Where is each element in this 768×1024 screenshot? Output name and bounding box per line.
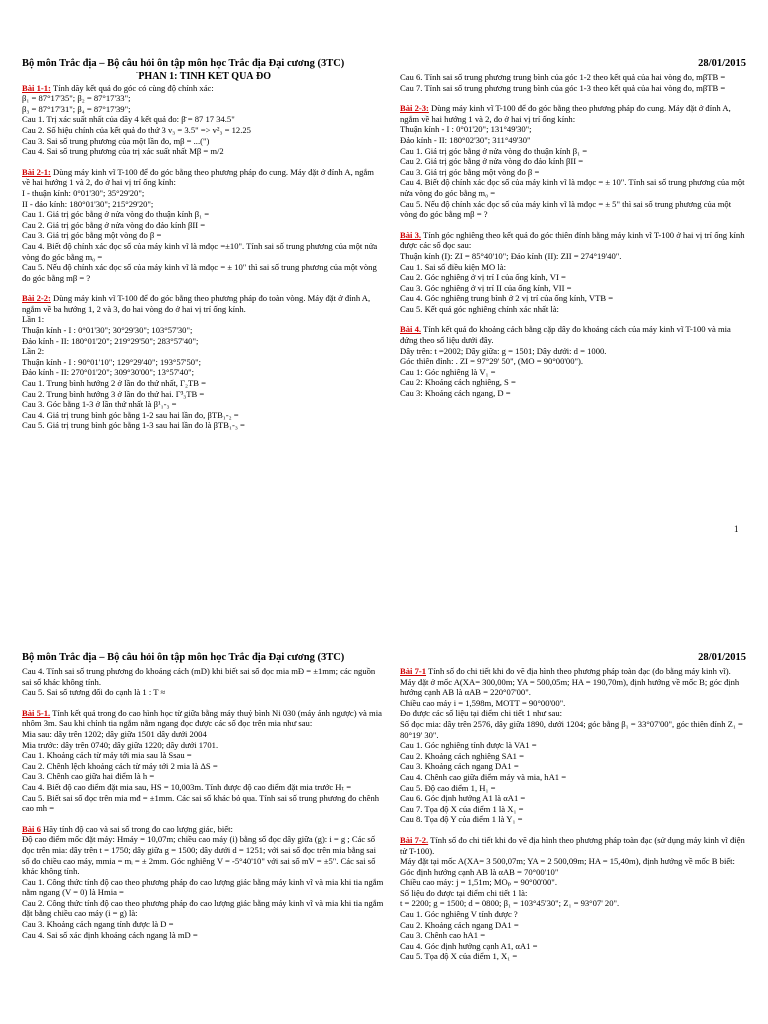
spacer [400,220,746,230]
spacer [400,825,746,835]
exercise-label: Bài 6 [22,823,41,834]
exercise-heading [400,835,746,856]
text-line: Cau 6. Góc định hướng A1 là αA1 = [400,793,526,804]
exercise-label: Bài 5-1. [22,707,51,718]
text-line: Cau 2. Khoảng cách nghiêng SA1 = [400,750,524,761]
text-line: β₁ = 87°17'35"; β₂ = 87°17'33"; [22,93,131,104]
text-line: Cau 3. Chênh cao hA1 = [400,930,486,941]
text-line: Cau 6. Tính sai số trung phương trung bình của góc 1-2 theo kết quả của hai vòng đo, mβTB = [400,72,726,82]
exercise-text: Tính số đo chi tiết khi đo vẽ địa hình theo phương pháp toàn đạc (đo bằng máy kinh vĩ). [426,666,731,676]
text-line: Số đọc mia: dây trên 2576, dây giữa 1890, dưới 1204; góc bằng β₁ = 33°07'00", góc thiên đỉnh Z₁ = 80°19' 30". [400,718,743,740]
text-line: Cau 2. Khoảng cách ngang DA1 = [400,919,519,930]
text-line: Thuận kính (I): ZI = 85°40'10"; Đảo kính (II): ZII = 274°19'40". [400,250,622,261]
header-title: Bộ môn Trắc địa – Bộ câu hỏi ôn tập môn học Trắc địa Đại cương (3TC) [22,58,345,69]
spacer [22,283,384,293]
text-line: Cau 1. Góc nghiêng V tính được ? [400,909,518,920]
text-line: Cau 4. Góc nghiêng trung bình ở 2 vị trí của ống kính, VTB = [400,293,614,304]
text-line: Góc định hướng cạnh AB là αAB = 70°00'10" [400,866,559,877]
text-line: Cau 2. Công thức tính độ cao theo phương pháp đo cao lượng giác bằng máy kinh vĩ và mia khi tia ngắm đặt bằng chiều cao máy (i = g) là: [22,897,384,919]
text-line: Cau 5. Biết sai số đọc trên mia mđ = ±1mm. Các sai số khác bỏ qua. Tính sai số trung phương đo chênh cao mh = [22,792,380,814]
text-line: Cau 4. Biết độ cao điểm đặt mia sau, HS = 10,003m. Tính được độ cao điểm đặt mia trước Hₜ = [22,781,352,792]
text-line: Cau 3. Khoảng cách ngang tính được là D = [22,919,174,930]
text-line: Thuận kính - I : 0°01'30"; 30°29'30"; 103°57'30"; [22,325,193,336]
text-line: Cau 7. Tọa độ X của điểm 1 là X₁ = [400,803,524,814]
text-line: Cau 4. Chênh cao giữa điểm máy và mia, hA1 = [400,771,567,782]
text-line: Cau 1. Giá trị góc bằng ở nửa vòng đo thuận kính β₁ = [22,209,210,220]
text-line: Cau 2. Giá trị góc bằng ở nửa vòng đo đảo kính βII = [22,219,206,230]
header-date: 28/01/2015 [698,58,746,69]
exercise-label: Bài 7-1 [400,666,427,676]
text-line: Chiều cao máy i = 1,598m, MOTT = 90°00'00". [400,697,566,708]
exercise-label: Bài 3. [400,229,422,240]
exercise-text: Tính dãy kết quả đo góc có cùng độ chính xác: [50,82,214,93]
exercise-label: Bài 1-1: [22,82,51,93]
left-column [22,72,384,431]
text-line: Cau 1. Trị xác suất nhất của dãy 4 kết quả đo: β̄ = 87 17 34.5" [22,114,235,125]
text-line: Số liệu đo được tại điểm chi tiết 1 là: [400,887,528,898]
text-line: Cau 1. Công thức tính độ cao theo phương pháp đo cao lượng giác bằng máy kinh vĩ và mia khi tia ngắm nằm ngang (V = 0) là Hmia = [22,876,384,898]
exercise-label: Bài 4. [400,324,422,335]
text-line: Cau 5. Nếu độ chính xác đọc số của máy kinh vĩ là mđọc = ± 10" thì sai số trung phương của một vòng đo góc bằng mβ = ? [22,262,377,283]
spacer [22,814,384,824]
text-line: Cau 2. Góc nghiêng ở vị trí I của ống kính, VI = [400,272,566,283]
text-line: Cau 3. Sai số trung phương của một lần đo, mβ = ...(") [22,135,210,146]
text-line: Cau 2: Khoảng cách nghiêng, S = [400,377,516,388]
exercise-heading [22,824,384,835]
text-line: Cau 5. Sai số tương đối đo cạnh là 1 : T ≈ [22,687,166,698]
exercise-heading [22,708,384,729]
text-line: Cau 3. Góc nghiêng ở vị trí II của ống kính, VII = [400,282,572,293]
text-line: Thuận kính - I : 90°01'10"; 129°29'40"; 193°57'50"; [22,356,201,367]
exercise-heading [400,103,746,124]
page-gap [0,560,768,640]
text-line: Cau 1. Giá trị góc bằng ở nửa vòng đo thuận kính β₁ = [400,145,588,156]
text-line: Đảo kính - II: 180°01'20"; 219°29'50"; 283°57'40"; [22,335,199,346]
exercise-text: Dùng máy kinh vĩ T-100 để đo góc bằng theo phương pháp đo toàn vòng. Máy đặt ở đỉnh A, ngắm về ba hướng 1, 2 và 3, đo hai vòng đo ở hai vị trí ống kính. [22,293,371,314]
text-line: Máy đặt tại mốc A(XA= 3 500,07m; YA = 2 500,09m; HA = 15,40m), định hướng về mốc B biết: [400,856,735,867]
header-date: 28/01/2015 [698,652,746,663]
right-column [400,666,746,962]
page-header [22,58,746,72]
page-header [22,652,746,666]
exercise-heading [400,230,746,251]
spacer [22,698,384,708]
page-2 [0,640,768,1024]
text-line: Thuận kính - I : 0°01'20"; 131°49'30"; [400,124,532,135]
exercise-label: Bài 2-1: [22,166,51,177]
text-line: Góc thiên đỉnh: . ZI = 97°29' 50", (MO = 90°00'00"). [400,356,584,367]
exercise-heading [400,666,746,677]
text-line: Cau 2. Giá trị góc bằng ở nửa vòng đo đảo kính βII = [400,156,584,167]
exercise-text: Tính kết quả đo khoảng cách bằng cặp dây đo khoảng cách của máy kinh vĩ T-100 và mia đứng theo số liệu dưới đây. [400,324,731,346]
text-line: Cau 4. Góc định hướng cạnh A1, αA1 = [400,940,538,951]
exercise-text: Tính số đo chi tiết khi đo vẽ địa hình theo phương pháp toàn đạc (sử dụng máy kinh vĩ điện tử T-100). [400,834,745,856]
text-line: Cau 2. Chênh lệch khoảng cách từ máy tới 2 mia là ΔS = [22,760,218,771]
text-line: Cau 3. Giá trị góc bằng một vòng đo β = [400,166,540,177]
text-line: Cau 7. Tính sai số trung phương trung bình của góc 1-3 theo kết quả của hai vòng đo, mβTB = [400,82,726,93]
text-line: Đảo kính - II: 180°02'30"; 311°49'30" [400,134,531,145]
left-column [22,666,384,940]
spacer [400,314,746,324]
text-line: Cau 4. Sai số trung phương của trị xác suất nhất Mβ = m/2 [22,146,224,157]
text-line: Cau 1. Góc nghiêng tính được là VA1 = [400,740,537,751]
text-line: Cau 3: Khoảng cách ngang, D = [400,388,511,399]
text-line: Lần 2: [22,346,45,357]
text-line: Cau 2. Trung bình hướng 3 ở lần đo thứ hai. Γ³₃TB = [22,388,205,399]
text-line: Độ cao điểm mốc đặt máy: Hmáy = 10,07m; chiều cao máy (i) bằng số đọc dây giữa (g): i = g ; Các số đọc trên mia: dây trên t = 1750; dây giữa g = 1500; dây dưới d = 1251; với sai số đọc trên mia bằng sai số đo chiều cao máy, mmia = mᵢ = ± 2mm. Góc nghiêng V = -5°40'10" với sai số mV = ±5". Các sai số khác không tính. [22,834,376,877]
text-line: Cau 4. Biết độ chính xác đọc số của máy kinh vĩ là mđọc =±10". Tính sai số trung phương của một nửa vòng đo góc bằng m₀ = [22,240,378,262]
spacer [400,93,746,103]
exercise-heading [22,167,384,188]
text-line: I - thuận kính: 0°01'30"; 35°29'20"; [22,187,145,198]
section-title-text: `PHẦN 1: TÍNH KẾT QUẢ ĐO [134,72,272,82]
text-line: Đo được các số liệu tại điểm chi tiết 1 như sau: [400,708,563,719]
text-line: Cau 1. Trung bình hướng 2 ở lần đo thứ nhất, Γ₂TB = [22,378,206,389]
text-line: β₃ = 87°17'31"; β₄ = 87°17'39"; [22,103,131,114]
text-line: Dây trên: t =2002; Dây giữa: g = 1501; Dây dưới: d = 1000. [400,345,607,356]
page-number: 1 [734,524,739,534]
exercise-text: Tính kết quả trong đo cao hình học từ giữa bằng máy thuỷ bình Ni 030 (máy ảnh ngược) và mia nhôm 3m. Sau khi chỉnh tia ngắm nằm ngang đọc được các số đọc trên mia như sau: [22,707,382,729]
section-title [22,72,384,83]
exercise-heading [22,83,384,94]
text-line: Cau 5. Kết quả góc nghiêng chính xác nhất là: [400,303,559,314]
text-line: Mia sau: dây trên 1202; dây giữa 1501 dây dưới 2004 [22,728,207,739]
header-title: Bộ môn Trắc địa – Bộ câu hỏi ôn tập môn học Trắc địa Đại cương (3TC) [22,652,345,663]
exercise-text: Tính góc nghiêng theo kết quả đo góc thiên đỉnh bằng máy kinh vĩ T-100 ở hai vị trí ống kính được các số đọc sau: [400,229,745,251]
text-line: Cau 4. Sai số xác định khoảng cách ngang là mD = [22,929,198,940]
text-line: Cau 3. Chênh cao giữa hai điểm là h = [22,771,155,782]
exercise-text: Dùng máy kinh vĩ T-100 để đo góc bằng theo phương pháp đo cung. Máy đặt ở đỉnh A, ngắm về hai hướng 1 và 2, đo ở hai vị trí ống kính: [22,166,374,188]
text-line: Cau 5. Nếu độ chính xác đọc số của máy kinh vĩ là mđọc = ± 5" thì sai số trung phương của một vòng đo góc bằng mβ = ? [400,198,732,220]
text-line: II - đảo kính: 180°01'30"; 215°29'20"; [22,198,154,209]
text-line: Cau 8. Tọa độ Y của điểm 1 là Y₁ = [400,814,523,825]
exercise-heading [400,324,746,345]
right-column [400,72,746,399]
exercise-label: Bài 2-3: [400,103,429,114]
text-line: Cau 1: Góc nghiêng là V₁ = [400,366,496,377]
exercise-heading [22,293,384,314]
text-line: Cau 3. Góc bằng 1-3 ở lần thứ nhất là β¹₁-₃ = [22,399,177,410]
exercise-text: Hãy tính độ cao và sai số trong đo cao lượng giác, biết: [40,823,233,834]
text-line: Máy đặt ở mốc A(XA= 300,00m; YA = 500,05m; HA = 190,70m), định hướng về mốc B; góc định hướng cạnh AB là αAB = 220°07'00". [400,676,740,698]
text-line: Cau 3. Giá trị góc bằng một vòng đo β = [22,230,162,241]
exercise-label: Bài 7-2. [400,834,429,845]
text-line: Cau 1. Sai số điều kiện MO là: [400,261,506,272]
text-line: Cau 2. Số hiệu chính của kết quả đo thứ 3 v₃ = 3.5" => v²₃ = 12.25 [22,124,251,135]
text-line: Cau 5. Độ cao điểm 1, H₁ = [400,782,496,793]
text-line: Cau 5. Tọa độ X của điểm 1, X₁ = [400,951,518,962]
text-line: Cau 5. Giá trị trung bình góc bằng 1-3 sau hai lần đo là βTB₁-₃ = [22,420,245,431]
text-line: Cau 4. Giá trị trung bình góc bằng 1-2 sau hai lần đo, βTB₁-₂ = [22,409,239,420]
exercise-label: Bài 2-2: [22,293,51,304]
text-line: Chiều cao máy: j = 1,51m; MOₚ = 90°00'00". [400,877,557,888]
text-line: Mia trước: dây trên 0740; dây giữa 1220; dây dưới 1701. [22,739,219,750]
text-line: Đảo kính - II: 270°01'20"; 309°30'00"; 13°57'40"; [22,367,195,378]
exercise-text: Dùng máy kinh vĩ T-100 để đo góc bằng theo phương pháp đo cung. Máy đặt ở đỉnh A, ngắm về hai hướng 1 và 2, đo ở hai vị trí ống kính: [400,103,731,124]
text-line: Lần 1: [22,314,45,325]
text-line: t = 2200; g = 1500; d = 0800; β₁ = 103°45'30"; Z₁ = 93°07' 20". [400,898,620,909]
text-line: Cau 1. Khoảng cách từ máy tới mia sau là Ssau = [22,750,192,761]
spacer [22,157,384,167]
text-line: Cau 4. Biết độ chính xác đọc số của máy kinh vĩ là mđọc = ± 10". Tính sai số trung phương của một nửa vòng đo góc bằng m₀ = [400,177,745,198]
text-line: Cau 3. Khoảng cách ngang DA1 = [400,761,519,772]
text-line: Cau 4. Tính sai số trung phương đo khoảng cách (mD) khi biết sai số đọc mia mĐ = ±1mm; các nguồn sai số khác không tính. [22,666,376,687]
